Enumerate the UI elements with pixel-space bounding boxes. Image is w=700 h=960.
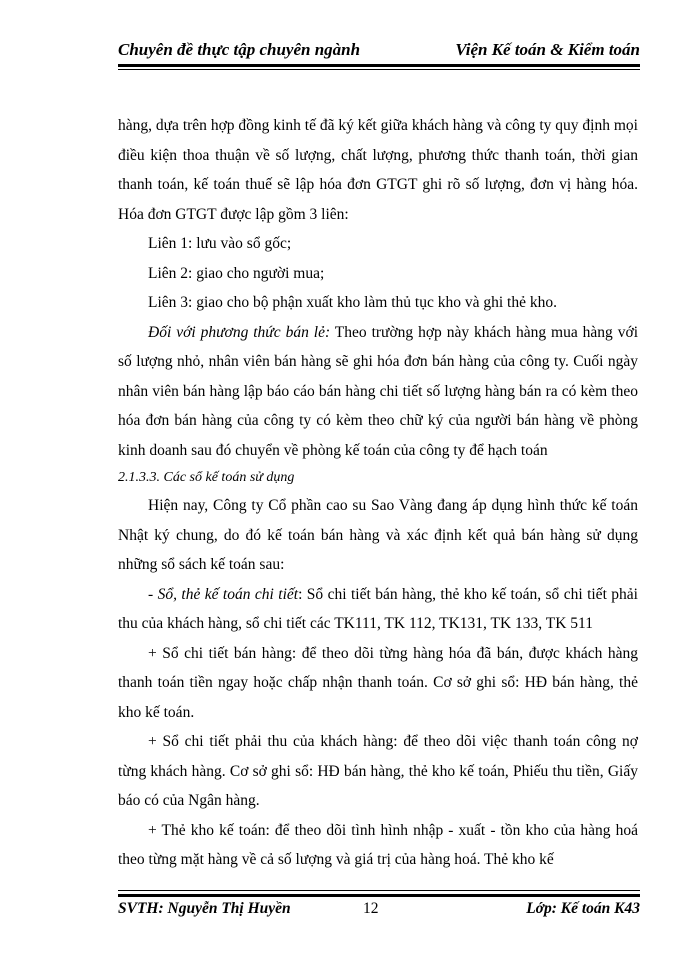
page-body <box>118 111 638 875</box>
bullet-receivables-ledger: + Sổ chi tiết phải thu của khách hàng: để theo dõi việc thanh toán công nợ từng khách hàng. Cơ sở ghi sổ: HĐ bán hàng, thẻ kho kế toán, Phiếu thu tiền, Giấy báo có của Ngân hàng. <box>118 733 638 809</box>
list-item-lien-1: Liên 1: lưu vào sổ gốc; <box>148 235 292 252</box>
detail-text: : Sổ chi tiết bán hàng, thẻ kho kế toán, sổ chi tiết phải thu của khách hàng, sổ chi tiết các TK111, TK 112, TK131, TK 133, TK 511 <box>118 585 638 632</box>
section-heading: 2.1.3.3. Các sổ kế toán sử dụng <box>118 470 295 485</box>
header-rule-thick <box>118 64 640 67</box>
footer-class: Lớp: Kế toán K43 <box>526 900 640 917</box>
footer-rule-thin <box>118 890 640 891</box>
page-header <box>118 36 640 62</box>
header-course-title: Chuyên đề thực tập chuyên ngành <box>118 40 361 59</box>
detail-label: - Sổ, thẻ kế toán chi tiết <box>148 585 299 603</box>
paragraph-invoice: hàng, dựa trên hợp đồng kinh tế đã ký kết giữa khách hàng và công ty quy định mọi điều kiện thoa thuận về số lượng, chất lượng, phương thức thanh toán, thời gian thanh toán, kế toán thuế sẽ lập hóa đơn GTGT ghi rõ số lượng, đơn vị hàng hóa. Hóa đơn GTGT được lập gồm 3 liên: <box>118 117 638 223</box>
header-rule-thin <box>118 69 640 70</box>
list-item-lien-2: Liên 2: giao cho người mua; <box>148 264 325 282</box>
header-institute: Viện Kế toán & Kiểm toán <box>455 40 640 59</box>
bullet-stock-card: + Thẻ kho kế toán: để theo dõi tình hình nhập - xuất - tồn kho của hàng hoá theo từng mặt hàng về cả số lượng và giá trị của hàng hoá. Thẻ kho kế <box>118 821 638 868</box>
page-number: 12 <box>363 900 379 917</box>
paragraph-detail-ledgers <box>118 580 638 639</box>
bullet-sales-ledger: + Sổ chi tiết bán hàng: để theo dõi từng hàng hóa đã bán, được khách hàng thanh toán tiền ngay hoặc chấp nhận thanh toán. Cơ sở ghi sổ: HĐ bán hàng, thẻ kho kế toán. <box>118 644 638 721</box>
paragraph-retail <box>118 318 638 466</box>
page-footer <box>118 900 640 924</box>
footer-student: SVTH: Nguyễn Thị Huyền <box>118 900 291 917</box>
paragraph-intro: Hiện nay, Công ty Cổ phần cao su Sao Vàng đang áp dụng hình thức kế toán Nhật ký chung, do đó kế toán bán hàng và xác định kết quả bán hàng sử dụng những sổ sách kế toán sau: <box>118 497 638 573</box>
footer-rule-thick <box>118 894 640 897</box>
list-item-lien-3: Liên 3: giao cho bộ phận xuất kho làm thủ tục kho và ghi thẻ kho. <box>148 294 557 311</box>
retail-label: Đối với phương thức bán lẻ: <box>148 323 331 341</box>
retail-text: Theo trường hợp này khách hàng mua hàng với số lượng nhỏ, nhân viên bán hàng sẽ ghi hóa đơn bán hàng của công ty. Cuối ngày nhân viên bán hàng lập báo cáo bán hàng chi tiết số lượng hàng bán ra có kèm theo hóa đơn bán hàng của công ty có kèm theo chữ ký của người bán hàng về phòng kinh doanh sau đó chuyển về phòng kế toán của công ty để hạch toán <box>118 323 638 459</box>
